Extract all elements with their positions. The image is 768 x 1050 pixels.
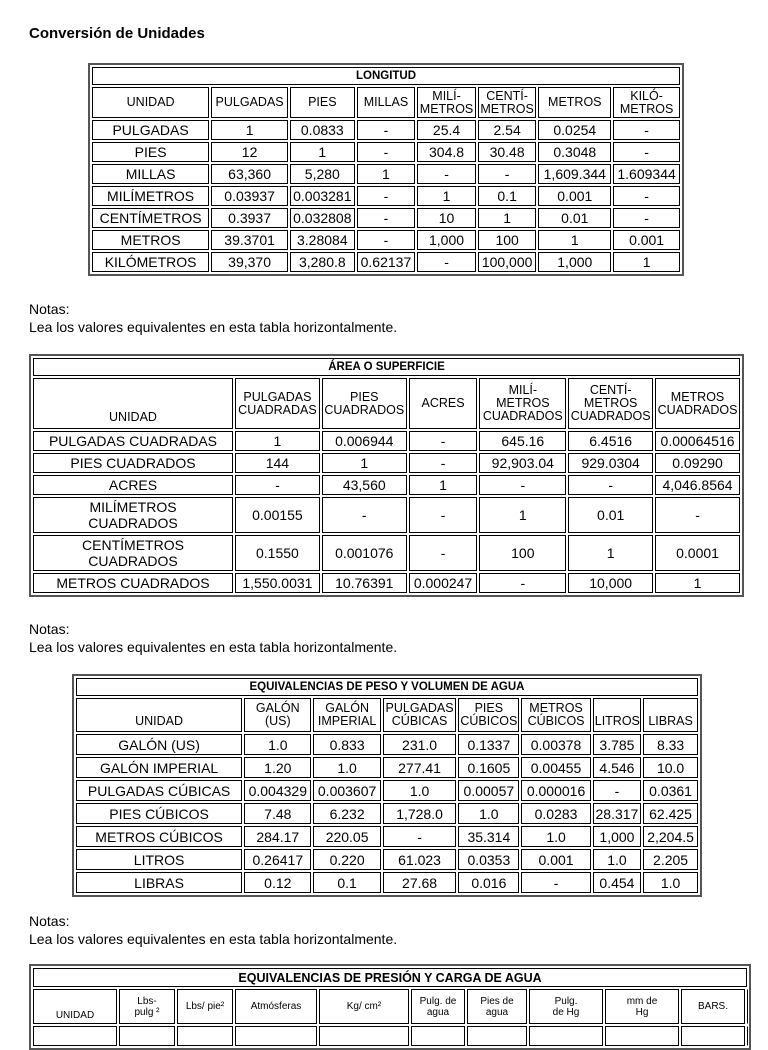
column-header: Pulg. de Hg	[529, 989, 603, 1024]
header-row	[92, 87, 680, 118]
table-cell: 1.609344	[613, 164, 680, 184]
table-cell: -	[613, 142, 680, 162]
table-row	[33, 535, 740, 571]
table-cell: -	[383, 826, 457, 847]
table-cell: -	[409, 453, 478, 473]
row-unit-label: LIBRAS	[76, 872, 242, 893]
column-header: UNIDAD	[33, 989, 117, 1024]
row-unit-label: PULGADAS	[92, 120, 209, 140]
table-row	[76, 872, 698, 893]
table-caption: EQUIVALENCIAS DE PRESIÓN Y CARGA DE AGUA	[33, 968, 747, 987]
header-row	[33, 989, 747, 1024]
table-cell: 0.00155	[235, 497, 320, 533]
row-unit-label: LITROS	[76, 849, 242, 870]
table-cell	[119, 1026, 175, 1046]
table-cell: 0.001	[613, 230, 680, 250]
row-unit-label: PULGADAS CUADRADAS	[33, 431, 233, 451]
notes-area	[29, 620, 397, 656]
table-cell: 1.0	[593, 849, 641, 870]
row-unit-label: ACRES	[33, 475, 233, 495]
column-header: BARS.	[681, 989, 745, 1024]
table-cell: -	[235, 475, 320, 495]
column-header: KILÓ- METROS	[613, 87, 680, 118]
table-cell: 0.00378	[521, 734, 590, 755]
column-header: Lbs/ pie²	[177, 989, 233, 1024]
table-cell: 0.01	[568, 497, 653, 533]
table-cell: 1.0	[244, 734, 311, 755]
table-cell: 1.20	[244, 757, 311, 778]
table-cell: 3.785	[593, 734, 641, 755]
table-cell: 3.28084	[290, 230, 355, 250]
table-cell: 1	[613, 252, 680, 272]
table-cell	[605, 1026, 679, 1046]
table-cell: -	[568, 475, 653, 495]
table-cell: 2.205	[643, 849, 698, 870]
table-cell: 0.833	[313, 734, 380, 755]
table-row	[76, 757, 698, 778]
notes-label: Notas:	[29, 300, 397, 318]
column-header: MILÍ- METROS CUADRADOS	[479, 378, 566, 429]
table-cell: -	[417, 164, 476, 184]
table-cell: 0.00064516	[655, 431, 740, 451]
row-unit-label: PIES CÚBICOS	[76, 803, 242, 824]
table-cell: 0.09290	[655, 453, 740, 473]
table-cell: 0.001	[521, 849, 590, 870]
row-unit-label: CENTÍMETROS	[92, 208, 209, 228]
table-cell: 0.26417	[244, 849, 311, 870]
row-unit-label: METROS CÚBICOS	[76, 826, 242, 847]
table-cell: 645.16	[479, 431, 566, 451]
table-row	[33, 1026, 747, 1046]
row-unit-label: PIES CUADRADOS	[33, 453, 233, 473]
table-row	[76, 734, 698, 755]
table-cell: 27.68	[383, 872, 457, 893]
table-cell: 5,280	[290, 164, 355, 184]
table-row	[92, 208, 680, 228]
peso-volumen-table	[72, 674, 702, 897]
row-unit-label: PULGADAS CÚBICAS	[76, 780, 242, 801]
table-cell: 0.032808	[290, 208, 355, 228]
table-cell: 0.12	[244, 872, 311, 893]
table-row	[92, 230, 680, 250]
column-header: Lbs- pulg ²	[119, 989, 175, 1024]
table-cell: 0.016	[458, 872, 519, 893]
longitud-table	[88, 63, 684, 276]
table-row	[92, 142, 680, 162]
column-header: UNIDAD	[92, 87, 209, 118]
header-row	[33, 378, 740, 429]
column-header: Pies de agua	[467, 989, 527, 1024]
table-cell: 1.0	[458, 803, 519, 824]
table-cell: -	[409, 431, 478, 451]
column-header: PIES CUADRADOS	[322, 378, 407, 429]
column-header: LITROS	[593, 698, 641, 732]
table-cell: -	[593, 780, 641, 801]
table-cell: 1	[568, 535, 653, 571]
table-cell: 12	[211, 142, 288, 162]
table-cell: 2,204.5	[643, 826, 698, 847]
table-cell: 10	[417, 208, 476, 228]
table-cell: -	[478, 164, 537, 184]
column-header: METROS	[538, 87, 611, 118]
table-cell: 8.33	[643, 734, 698, 755]
row-unit-label: PIES	[92, 142, 209, 162]
table-cell: -	[357, 208, 416, 228]
table-cell: 62.425	[643, 803, 698, 824]
table-cell: 1	[290, 142, 355, 162]
table-cell: 0.003281	[290, 186, 355, 206]
column-header: METROS CUADRADOS	[655, 378, 740, 429]
table-cell: 1	[357, 164, 416, 184]
table-cell: 144	[235, 453, 320, 473]
table-cell: 1.0	[643, 872, 698, 893]
table-cell: 1,000	[593, 826, 641, 847]
table-cell: 0.220	[313, 849, 380, 870]
table-cell: -	[357, 186, 416, 206]
table-row	[33, 453, 740, 473]
table-cell: 0.001076	[322, 535, 407, 571]
table-cell: 1	[322, 453, 407, 473]
table-cell: 6.232	[313, 803, 380, 824]
column-header: PIES	[290, 87, 355, 118]
table-cell: 0.000016	[521, 780, 590, 801]
table-cell: 63,360	[211, 164, 288, 184]
column-header: LIBRAS	[643, 698, 698, 732]
table-cell: 10.76391	[322, 573, 407, 593]
table-cell: 25.4	[417, 120, 476, 140]
table-cell	[467, 1026, 527, 1046]
table-cell: 100	[478, 230, 537, 250]
table-cell: 0.0254	[538, 120, 611, 140]
table-cell: 220.05	[313, 826, 380, 847]
table-cell: -	[479, 475, 566, 495]
table-row	[92, 186, 680, 206]
table-cell: -	[409, 535, 478, 571]
table-cell: 7.48	[244, 803, 311, 824]
table-cell: 1,550.0031	[235, 573, 320, 593]
column-header: CENTÍ- METROS CUADRADOS	[568, 378, 653, 429]
row-unit-label: CENTÍMETROS CUADRADOS	[33, 535, 233, 571]
table-cell: 0.003607	[313, 780, 380, 801]
table-cell: 39.3701	[211, 230, 288, 250]
table-row	[33, 475, 740, 495]
table-cell: 28.317	[593, 803, 641, 824]
table-cell: 0.1	[313, 872, 380, 893]
area-table	[29, 354, 744, 597]
table-cell: 0.1605	[458, 757, 519, 778]
table-cell: -	[479, 573, 566, 593]
table-cell: 4.546	[593, 757, 641, 778]
table-cell: 1,609.344	[538, 164, 611, 184]
table-cell: 61.023	[383, 849, 457, 870]
column-header: PULGADAS CUADRADAS	[235, 378, 320, 429]
page-title: Conversión de Unidades	[29, 25, 205, 42]
table-cell: 1.0	[383, 780, 457, 801]
table-cell: 0.004329	[244, 780, 311, 801]
table-cell: 277.41	[383, 757, 457, 778]
column-header: PULGADAS	[211, 87, 288, 118]
table-cell: 1	[235, 431, 320, 451]
table-cell: 0.454	[593, 872, 641, 893]
table-cell: 1.0	[521, 826, 590, 847]
table-cell: 0.1337	[458, 734, 519, 755]
table-cell: 1,000	[417, 230, 476, 250]
table-cell: 4,046.8564	[655, 475, 740, 495]
column-header: UNIDAD	[33, 378, 233, 429]
table-row	[33, 573, 740, 593]
row-unit-label: KILÓMETROS	[92, 252, 209, 272]
table-cell: -	[322, 497, 407, 533]
table-cell: 0.00455	[521, 757, 590, 778]
column-header: Kg/ cm²	[319, 989, 409, 1024]
table-row	[76, 803, 698, 824]
table-cell: 0.00057	[458, 780, 519, 801]
table-cell: -	[521, 872, 590, 893]
table-cell: 0.03937	[211, 186, 288, 206]
table-row	[92, 252, 680, 272]
table-cell: 1.0	[313, 757, 380, 778]
row-unit-label: MILLAS	[92, 164, 209, 184]
table-cell: 6.4516	[568, 431, 653, 451]
table-cell: 35.314	[458, 826, 519, 847]
table-cell: 1	[479, 497, 566, 533]
table-cell	[235, 1026, 317, 1046]
table-cell: -	[357, 142, 416, 162]
column-header: GALÓN (US)	[244, 698, 311, 732]
table-caption: LONGITUD	[92, 67, 680, 85]
table-row	[76, 826, 698, 847]
table-cell: 0.0353	[458, 849, 519, 870]
table-cell: 1	[211, 120, 288, 140]
table-cell: 284.17	[244, 826, 311, 847]
table-cell	[411, 1026, 465, 1046]
column-header: METROS CÚBICOS	[521, 698, 590, 732]
table-cell: -	[613, 186, 680, 206]
notes-text: Lea los valores equivalentes en esta tabla horizontalmente.	[29, 930, 397, 948]
table-cell: 1	[478, 208, 537, 228]
table-cell: -	[357, 120, 416, 140]
table-cell: 0.0361	[643, 780, 698, 801]
table-cell: 0.006944	[322, 431, 407, 451]
row-unit-label: MILÍMETROS CUADRADOS	[33, 497, 233, 533]
column-header: Atmósferas	[235, 989, 317, 1024]
table-row	[76, 849, 698, 870]
table-cell: 1	[538, 230, 611, 250]
table-cell: -	[357, 230, 416, 250]
row-unit-label: MILÍMETROS	[92, 186, 209, 206]
table-caption: EQUIVALENCIAS DE PESO Y VOLUMEN DE AGUA	[76, 678, 698, 696]
table-cell: 10,000	[568, 573, 653, 593]
table-cell: 1,000	[538, 252, 611, 272]
notes-text: Lea los valores equivalentes en esta tabla horizontalmente.	[29, 318, 397, 336]
table-cell: 1,728.0	[383, 803, 457, 824]
table-cell: -	[613, 120, 680, 140]
column-header: Pulg. de agua	[411, 989, 465, 1024]
notes-longitud	[29, 300, 397, 336]
table-cell: 43,560	[322, 475, 407, 495]
notes-label: Notas:	[29, 912, 397, 930]
table-row	[76, 780, 698, 801]
table-cell: 0.3048	[538, 142, 611, 162]
column-header: MILÍ- METROS	[417, 87, 476, 118]
table-cell: 231.0	[383, 734, 457, 755]
table-row	[92, 164, 680, 184]
table-cell: 0.1550	[235, 535, 320, 571]
table-cell	[177, 1026, 233, 1046]
table-cell: 0.1	[478, 186, 537, 206]
table-cell	[681, 1026, 745, 1046]
column-header: PIES CÚBICOS	[458, 698, 519, 732]
row-unit-label: METROS CUADRADOS	[33, 573, 233, 593]
table-cell: 2.54	[478, 120, 537, 140]
table-cell: 0.0001	[655, 535, 740, 571]
table-row	[33, 497, 740, 533]
table-cell: 304.8	[417, 142, 476, 162]
table-cell: 0.000247	[409, 573, 478, 593]
table-cell	[529, 1026, 603, 1046]
row-unit-label: GALÓN IMPERIAL	[76, 757, 242, 778]
notes-text: Lea los valores equivalentes en esta tabla horizontalmente.	[29, 638, 397, 656]
header-row	[76, 698, 698, 732]
table-row	[92, 120, 680, 140]
table-cell: 0.3937	[211, 208, 288, 228]
table-cell: -	[655, 497, 740, 533]
table-cell: 3,280.8	[290, 252, 355, 272]
table-cell: 1	[655, 573, 740, 593]
table-cell: 0.0833	[290, 120, 355, 140]
table-cell: 1	[417, 186, 476, 206]
notes-label: Notas:	[29, 620, 397, 638]
table-cell: 30.48	[478, 142, 537, 162]
table-cell: -	[613, 208, 680, 228]
presion-table	[29, 964, 751, 1050]
row-unit-label: GALÓN (US)	[76, 734, 242, 755]
column-header: CENTÍ- METROS	[478, 87, 537, 118]
table-cell: 1	[409, 475, 478, 495]
table-cell: 929.0304	[568, 453, 653, 473]
table-caption: ÁREA O SUPERFICIE	[33, 358, 740, 376]
table-cell	[33, 1026, 117, 1046]
table-cell: 0.62137	[357, 252, 416, 272]
table-cell: 92,903.04	[479, 453, 566, 473]
table-cell	[319, 1026, 409, 1046]
column-header: UNIDAD	[76, 698, 242, 732]
table-cell: 100,000	[478, 252, 537, 272]
column-header: PULGADAS CÚBICAS	[383, 698, 457, 732]
table-row	[33, 431, 740, 451]
row-unit-label: METROS	[92, 230, 209, 250]
table-cell: 100	[479, 535, 566, 571]
table-cell: 10.0	[643, 757, 698, 778]
column-header: MILLAS	[357, 87, 416, 118]
table-cell: 0.001	[538, 186, 611, 206]
column-header: ACRES	[409, 378, 478, 429]
column-header: mm de Hg	[605, 989, 679, 1024]
table-cell: 0.01	[538, 208, 611, 228]
column-header: GALÓN IMPERIAL	[313, 698, 380, 732]
table-cell: 39,370	[211, 252, 288, 272]
table-cell: -	[409, 497, 478, 533]
notes-peso	[29, 912, 397, 948]
table-cell: 0.0283	[521, 803, 590, 824]
table-cell: -	[417, 252, 476, 272]
